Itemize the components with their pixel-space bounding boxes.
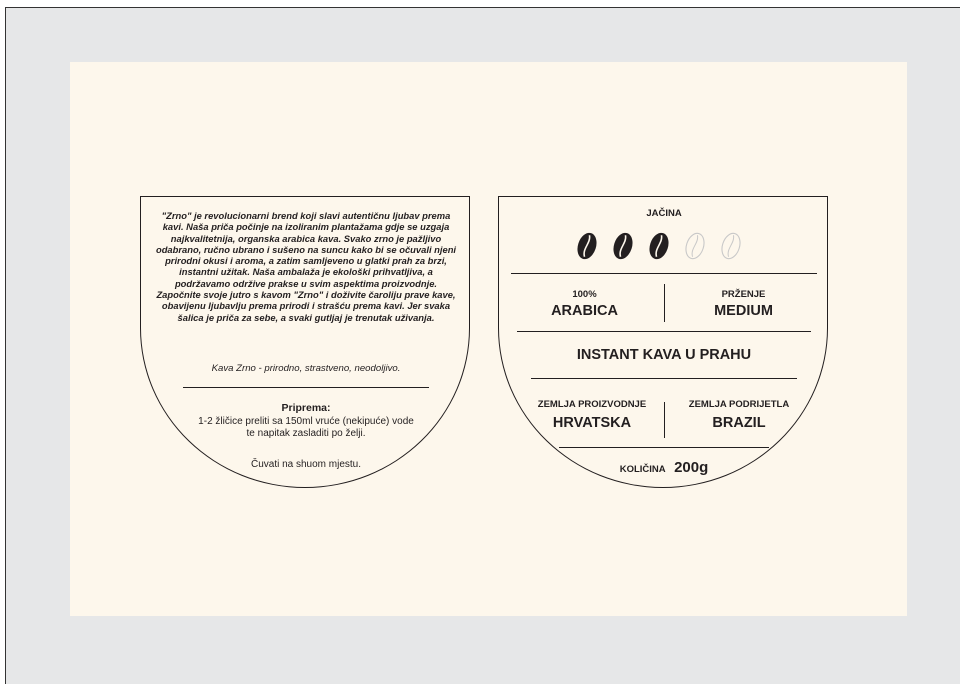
brand-description — [151, 210, 461, 323]
preparation-title: Priprema: — [281, 402, 331, 414]
preparation-instructions — [151, 416, 461, 441]
origin-percent: 100% — [572, 289, 597, 300]
coffee-bean-filled-icon — [577, 231, 599, 261]
divider — [517, 331, 811, 332]
column-divider — [664, 402, 665, 438]
coffee-bean-empty-icon — [683, 231, 707, 261]
production-country-label: ZEMLJA PROIZVODNJE — [537, 399, 647, 410]
tagline: Kava Zrno - prirodno, strastveno, neodoljivo. — [211, 363, 401, 374]
divider — [559, 447, 769, 448]
roast-value: MEDIUM — [714, 303, 773, 319]
roast-label: PRŽENJE — [721, 289, 766, 300]
origin-type: ARABICA — [551, 303, 618, 319]
origin-country-label: ZEMLJA PODRIJETLA — [688, 399, 790, 410]
quantity-label: KOLIČINA — [619, 464, 666, 475]
quantity-value: 200g — [674, 459, 709, 476]
strength-title: JAČINA — [646, 208, 682, 219]
description-paragraph: Započnite svoje jutro s kavom "Zrno" i doživite čaroliju prave kave, obavijenu ljubavlju prema prirodi i strašću prema kavi. Jer svaka šalica je priča za sebe, a svaki gutljaj je trenutak uživanja. — [156, 289, 456, 323]
quantity — [499, 459, 829, 477]
production-country: HRVATSKA — [552, 415, 632, 431]
description-paragraph: "Zrno" je revolucionarni brend koji slavi autentičnu ljubav prema kavi. Naša priča počinje na izoliranim plantažama gdje se uzgaja najkvalitetnija, organska arabica kava. Svako zrno je pažljivo odabrano, ručno ubrano i sušeno na suncu kako bi se očuvali njeni prirodni okusi i aroma, a zatim samljeveno u glatki prah za brzi, instantni užitak. Naša ambalaža je ekološki prihvatljiva, a podržavamo održive prakse u svim aspektima proizvodnje. — [155, 210, 457, 289]
origin-country: BRAZIL — [712, 415, 766, 431]
preparation-line: te napitak zasladiti po želji. — [246, 428, 366, 440]
divider — [511, 273, 817, 274]
strength-beans — [577, 231, 757, 261]
coffee-bean-filled-icon — [647, 231, 671, 261]
divider — [531, 378, 797, 379]
column-divider — [664, 284, 665, 322]
coffee-bean-empty-icon — [719, 231, 743, 261]
storage-instructions: Čuvati na shuom mjestu. — [250, 459, 362, 470]
product-title: INSTANT KAVA U PRAHU — [576, 347, 752, 363]
preparation-line: 1-2 žličice preliti sa 150ml vruće (nekipuće) vode — [198, 416, 414, 427]
coffee-bean-filled-icon — [611, 231, 635, 261]
divider — [183, 387, 429, 388]
